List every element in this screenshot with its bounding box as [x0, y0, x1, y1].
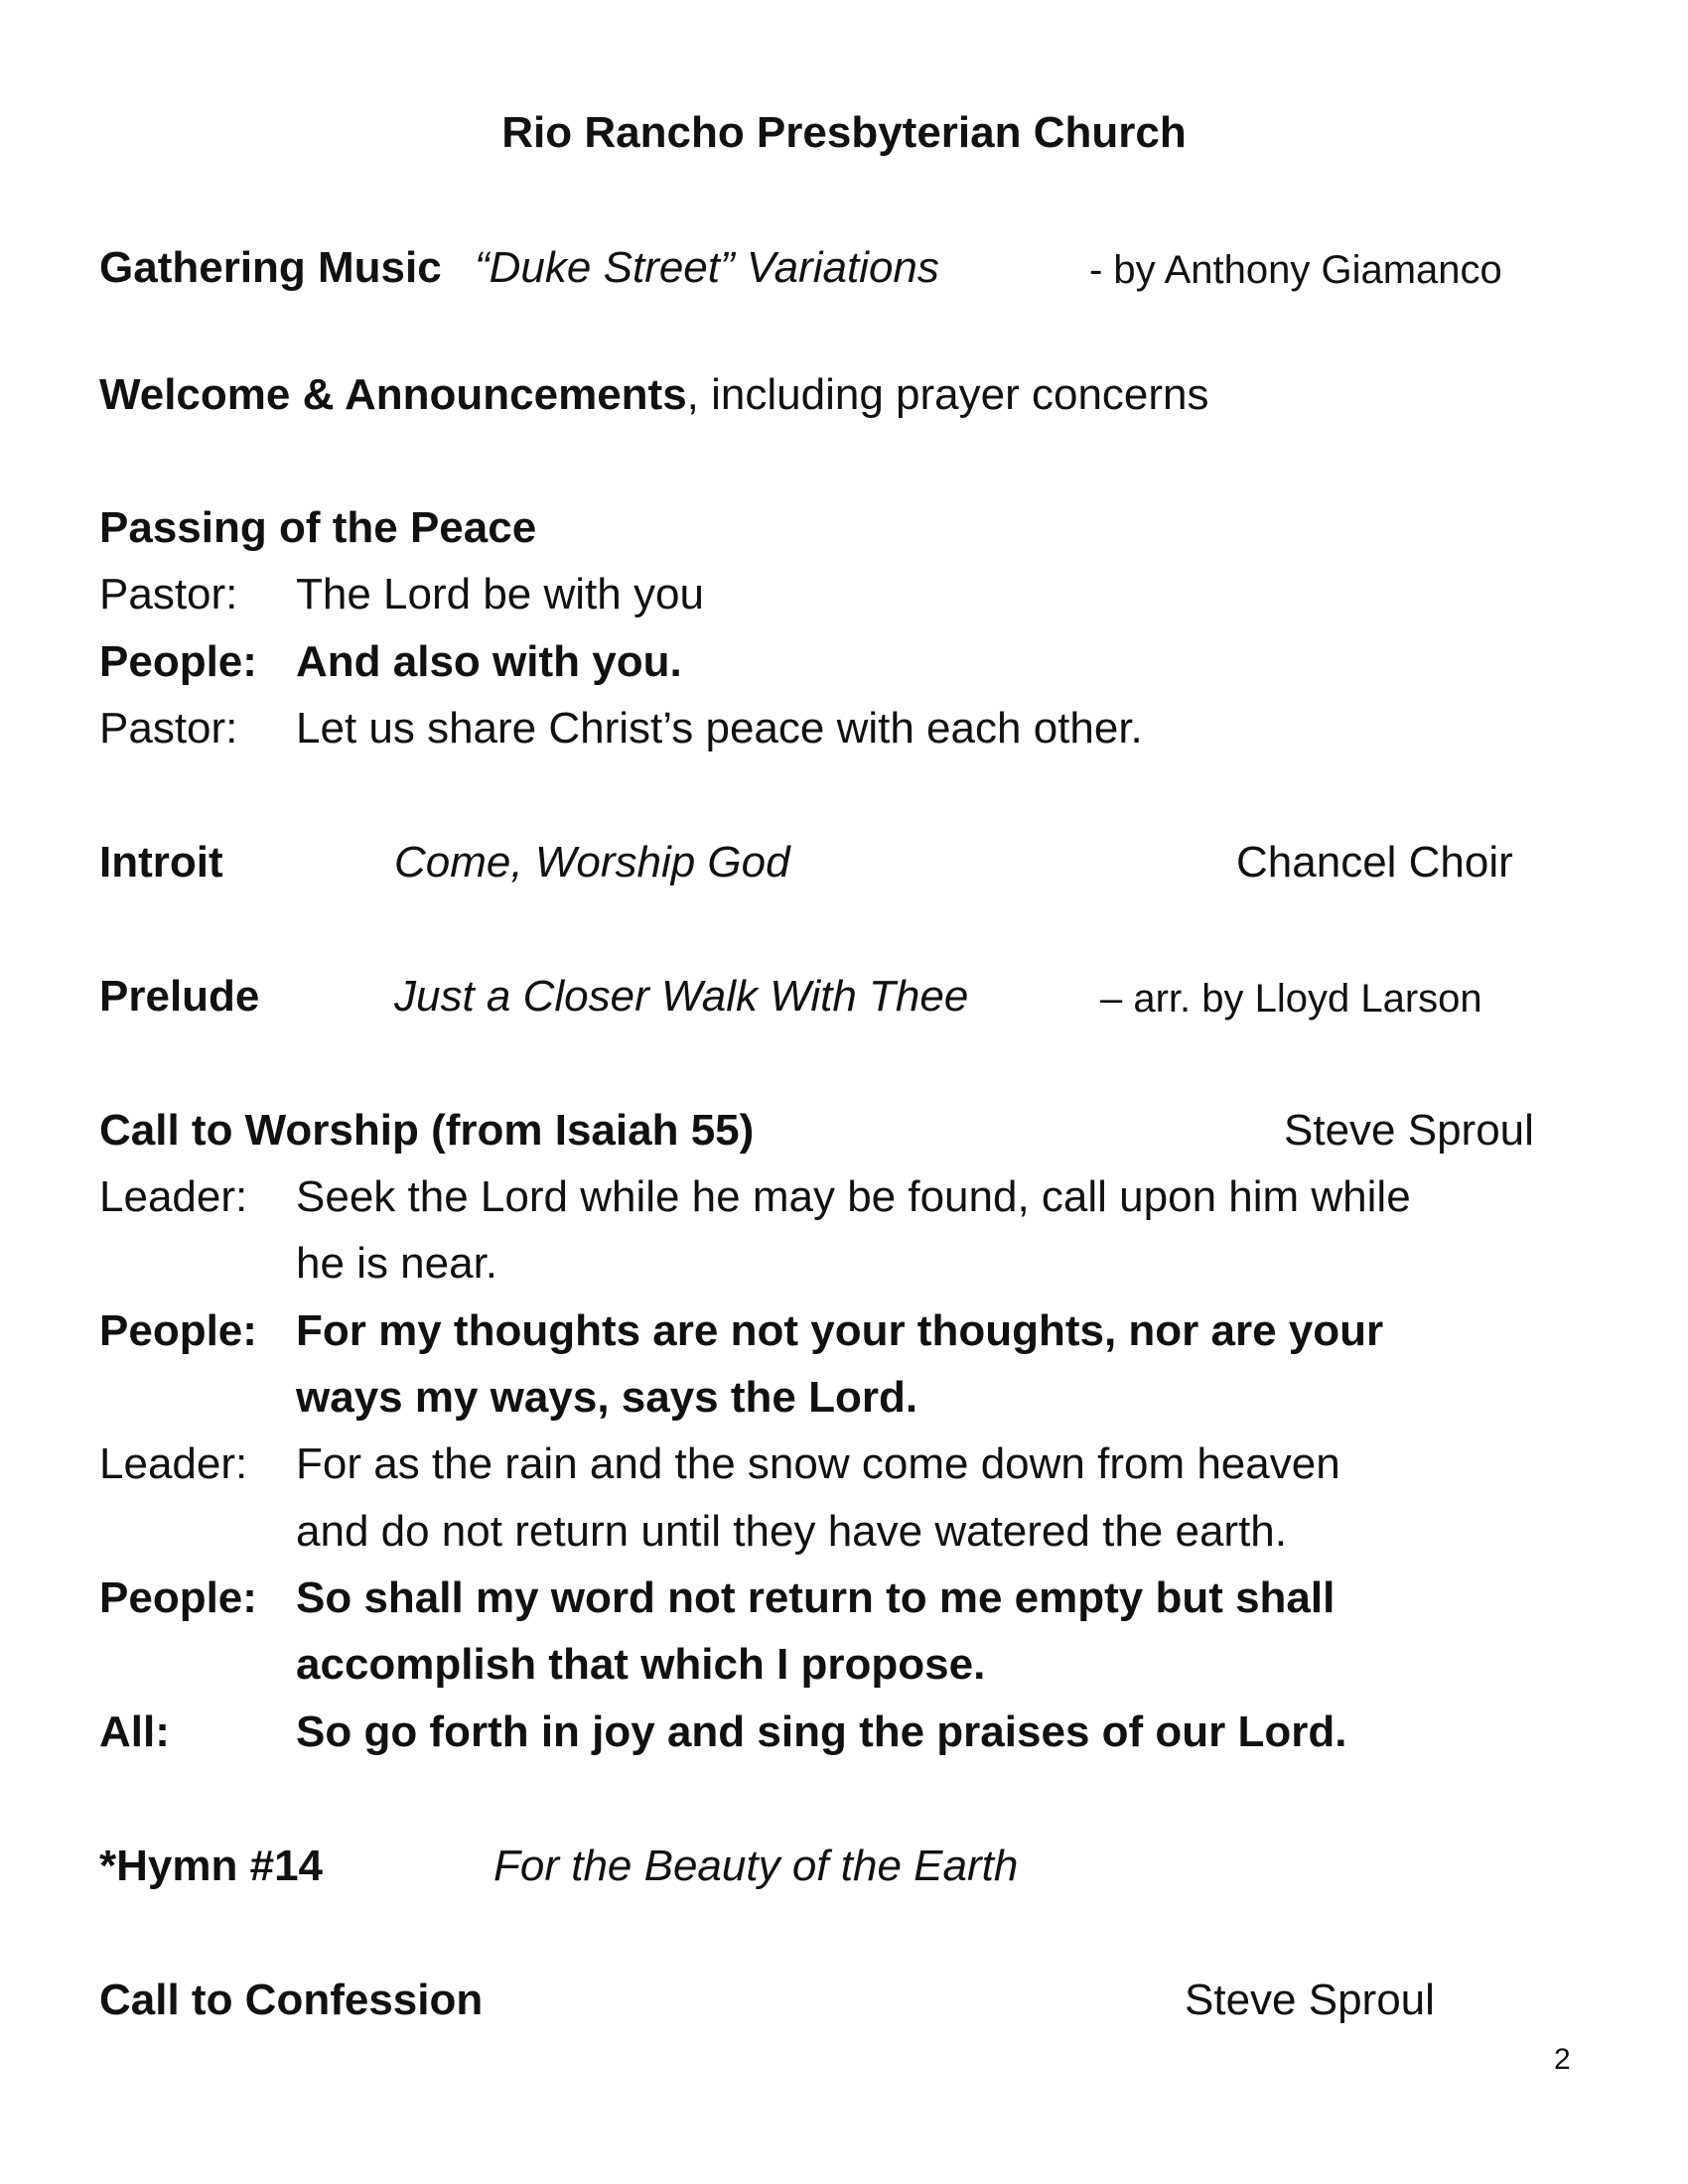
peace-role: Pastor: [99, 704, 238, 752]
litany-role: People: [99, 1306, 257, 1355]
introit-piece: Come, Worship God [394, 838, 790, 887]
introit-label: Introit [99, 838, 223, 887]
gathering-music-piece: “Duke Street” Variations [475, 243, 939, 292]
litany-text: accomplish that which I propose. [296, 1640, 986, 1689]
welcome-label: Welcome & Announcements [99, 370, 687, 419]
prelude-label: Prelude [99, 972, 260, 1021]
hymn-label: *Hymn #14 [99, 1842, 324, 1890]
peace-heading: Passing of the Peace [99, 503, 537, 552]
call-to-worship-leader: Steve Sproul [1284, 1106, 1534, 1155]
litany-text: So shall my word not return to me empty but shall [296, 1573, 1336, 1622]
welcome-line [99, 368, 1209, 422]
litany-role: All: [99, 1707, 170, 1756]
hymn-title: For the Beauty of the Earth [493, 1842, 1019, 1890]
welcome-rest: , including prayer concerns [686, 370, 1209, 419]
gathering-music-composer: - by Anthony Giamanco [1089, 248, 1502, 292]
litany-text: he is near. [296, 1239, 498, 1288]
litany-text: Seek the Lord while he may be found, call upon him while [296, 1172, 1411, 1221]
peace-role: People: [99, 637, 257, 686]
prelude-piece: Just a Closer Walk With Thee [394, 972, 969, 1021]
litany-role: Leader: [99, 1172, 248, 1221]
call-to-worship-heading: Call to Worship (from Isaiah 55) [99, 1106, 755, 1155]
call-to-confession-leader: Steve Sproul [1185, 1976, 1435, 2024]
gathering-music-label: Gathering Music [99, 243, 442, 292]
litany-text: For my thoughts are not your thoughts, nor are your [296, 1306, 1384, 1355]
call-to-confession-label: Call to Confession [99, 1976, 484, 2024]
peace-text: Let us share Christ’s peace with each other. [296, 704, 1143, 752]
litany-role: Leader: [99, 1439, 248, 1488]
litany-text: So go forth in joy and sing the praises of our Lord. [296, 1707, 1347, 1756]
litany-text: For as the rain and the snow come down from heaven [296, 1439, 1340, 1488]
prelude-arranger: – arr. by Lloyd Larson [1100, 977, 1482, 1021]
introit-performer: Chancel Choir [1236, 838, 1513, 887]
page-number: 2 [1554, 2043, 1571, 2076]
peace-text: The Lord be with you [296, 570, 704, 618]
litany-text: and do not return until they have watered the earth. [296, 1507, 1287, 1556]
litany-text: ways my ways, says the Lord. [296, 1373, 918, 1422]
church-title: Rio Rancho Presbyterian Church [501, 108, 1187, 157]
litany-role: People: [99, 1573, 257, 1622]
peace-text: And also with you. [296, 637, 682, 686]
peace-role: Pastor: [99, 570, 238, 618]
